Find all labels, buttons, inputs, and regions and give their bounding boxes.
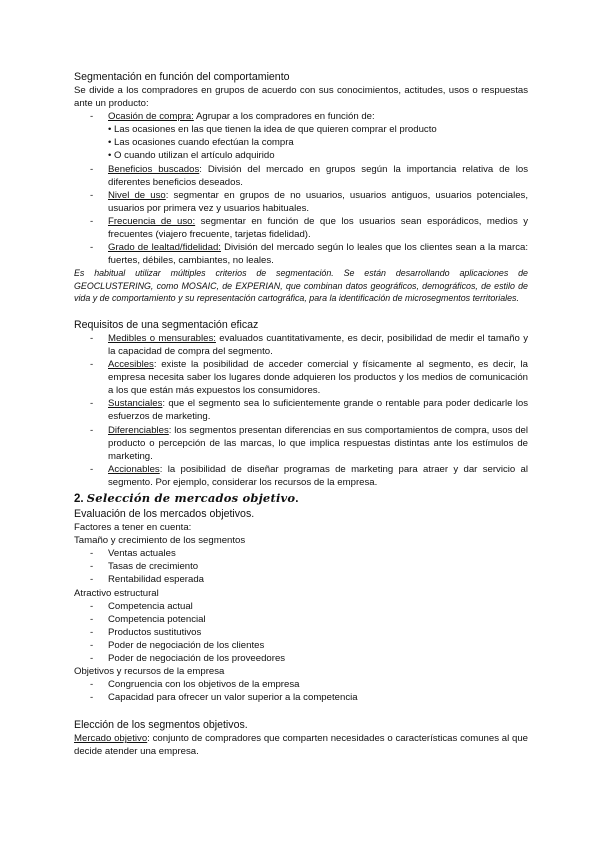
- section-heading-behavior: Segmentación en función del comportamiento: [74, 71, 290, 83]
- list-item: [74, 215, 528, 241]
- list-item: - Tasas de crecimiento: [74, 560, 528, 573]
- list-item: [74, 241, 528, 267]
- group-list-size: [74, 547, 528, 586]
- requirements-list: [74, 332, 528, 489]
- list-item: - Ventas actuales: [74, 547, 528, 560]
- definition: : los segmentos presentan diferencias en sus comportamientos de compra, usos del producto o percepción de las marcas, lo que implica respuestas distintas ante los estímulos de marketing.: [108, 424, 528, 462]
- definition: División del mercado según lo leales que los clientes sean a la marca: fuertes, débiles, cambiantes, no leales.: [108, 242, 528, 267]
- geoclustering-note: Es habitual utilizar múltiples criterios de segmentación. Se están desarrollando aplicaciones de GEOCLUSTERING, como MOSAIC, de EXPERIAN, que combinan datos geográficos, demográficos, de estilo de vida y de comportamiento y su representación cartográfica, para la identificación de microsegmentos territoriales.: [74, 268, 528, 303]
- section-number: 2: [74, 493, 81, 506]
- behavior-criteria-list: [74, 110, 528, 267]
- definition: : existe la posibilidad de acceder comercial y físicamente al segmento, es decir, la empresa necesita saber los lugares donde adquieren los productos y los medios de comunicación a los que están más expuestos los consumidores.: [108, 359, 528, 397]
- list-item: - Poder de negociación de los clientes: [74, 639, 528, 652]
- section-intro: Se divide a los compradores en grupos de acuerdo con sus conocimientos, actitudes, usos o respuestas ante un producto:: [74, 85, 528, 110]
- definition: evaluados cuantitativamente, es decir, posibilidad de medir el tamaño y la capacidad de compra del segmento.: [108, 332, 529, 358]
- list-item: [74, 332, 528, 358]
- list-item: - Rentabilidad esperada: [74, 573, 528, 586]
- list-item: - Productos sustitutivos: [74, 626, 528, 639]
- list-item: - Competencia actual: [74, 600, 528, 613]
- term: Nivel de uso: [108, 189, 166, 201]
- section-title-target-markets: 2. Selección de mercados objetivo.: [74, 491, 299, 506]
- definition: : que el segmento sea lo suficientemente grande o rentable para poder dedicarle los esfuerzos de marketing.: [108, 398, 528, 423]
- list-item: [74, 358, 528, 397]
- list-item: [74, 397, 528, 423]
- list-item: - Poder de negociación de los proveedores: [74, 652, 528, 665]
- definition: : conjunto de compradores que comparten necesidades o características comunes al que decide atender una empresa.: [74, 733, 529, 758]
- definition: : División del mercado en grupos según la importancia relativa de los diferentes beneficios deseados.: [108, 163, 529, 188]
- section-title-text: Selección de mercados objetivo: [86, 491, 296, 506]
- term: Accionables: [108, 463, 160, 475]
- list-item: - Congruencia con los objetivos de la empresa: [74, 678, 528, 691]
- term: Ocasión de compra:: [108, 111, 194, 123]
- choice-heading: Elección de los segmentos objetivos.: [74, 719, 248, 732]
- definition: : segmentar en grupos de no usuarios, usuarios antiguos, usuarios potenciales, usuarios por primera vez y usuarios habituales.: [108, 189, 528, 214]
- term: Diferenciables: [108, 424, 169, 436]
- definition: : la posibilidad de diseñar programas de marketing para atraer y dar servicio al segmento. Por ejemplo, considerar los recursos de la empresa.: [108, 463, 528, 488]
- term: Medibles o mensurables:: [108, 332, 216, 344]
- target-market-definition: [74, 732, 528, 758]
- occasion-sublist: [108, 123, 528, 162]
- group-list-structural: [74, 600, 528, 665]
- list-item: [74, 110, 528, 162]
- list-item: [74, 424, 528, 463]
- document-page: [74, 70, 528, 759]
- factors-label: Factores a tener en cuenta:: [74, 522, 192, 534]
- term: Frecuencia de uso:: [108, 215, 196, 227]
- group-list-objectives: [74, 678, 528, 704]
- list-item: - Competencia potencial: [74, 613, 528, 626]
- term: Accesibles: [108, 359, 154, 371]
- group-label: Tamaño y crecimiento de los segmentos: [74, 535, 246, 547]
- list-item: [74, 163, 528, 189]
- definition: Agrupar a los compradores en función de:: [193, 111, 375, 123]
- list-item: - Capacidad para ofrecer un valor superior a la competencia: [74, 691, 528, 704]
- evaluation-heading: Evaluación de los mercados objetivos.: [74, 508, 255, 521]
- sub-item: • O cuando utilizan el artículo adquirido: [108, 150, 275, 162]
- group-label: Objetivos y recursos de la empresa: [74, 666, 225, 678]
- term: Sustanciales: [108, 398, 163, 410]
- list-item: [74, 463, 528, 489]
- group-label: Atractivo estructural: [74, 587, 159, 599]
- list-item: [74, 189, 528, 215]
- sub-item: • Las ocasiones cuando efectúan la compra: [108, 137, 294, 149]
- term: Mercado objetivo: [74, 733, 148, 745]
- definition: segmentar en función de que los usuarios sean esporádicos, medios y frecuentes (viajero frecuente, tarjetas fidelidad).: [108, 215, 528, 241]
- term: Grado de lealtad/fidelidad:: [108, 242, 221, 254]
- sub-item: • Las ocasiones en las que tienen la idea de que quieren comprar el producto: [108, 124, 437, 136]
- section-heading-requirements: Requisitos de una segmentación eficaz: [74, 318, 259, 331]
- term: Beneficios buscados: [108, 163, 200, 175]
